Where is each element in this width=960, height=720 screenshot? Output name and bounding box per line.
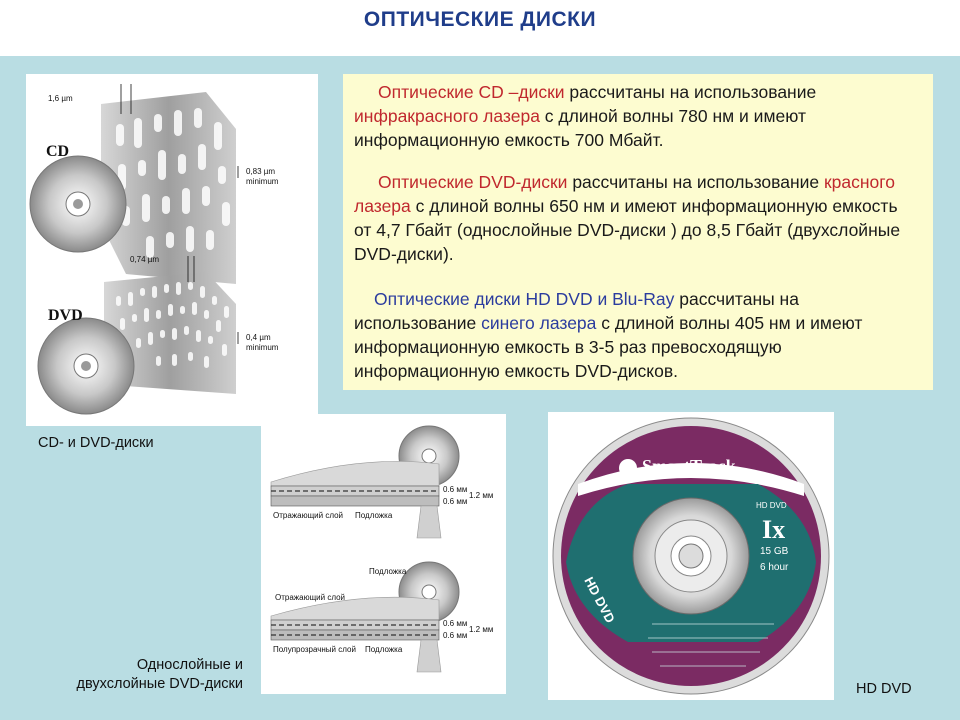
dvd-layers-figure <box>261 414 506 694</box>
cd-laser: инфракрасного лазера <box>354 106 540 126</box>
dvd-min-size: 0,4 µm <box>246 333 271 342</box>
caption-layers-line2: двухслойные DVD-диски <box>76 676 243 692</box>
hd-text-2: с длиной волны 405 нм и имеют информационную емкость в 3-5 раз превосходящую информационную емкость DVD-дисков. <box>354 313 863 381</box>
dvd-heading: Оптические DVD-диски <box>378 172 568 192</box>
caption-cd-dvd: CD- и DVD-диски <box>38 435 154 451</box>
paragraph-hd <box>354 287 919 383</box>
slide-title: ОПТИЧЕСКИЕ ДИСКИ <box>363 8 597 31</box>
cd-dvd-figure <box>26 74 318 426</box>
cd-label: CD <box>46 143 70 160</box>
capacity-label: 15 GB <box>760 546 789 557</box>
dual-substrate-bottom-label: Подложка <box>365 645 403 654</box>
dual-total: 1.2 мм <box>469 625 494 634</box>
dual-substrate-top-label: Подложка <box>369 567 407 576</box>
cd-text-1: рассчитаны на использование <box>564 82 817 102</box>
dual-semi-label: Полупрозрачный слой <box>273 645 356 654</box>
cd-heading: Оптические CD –диски <box>378 82 565 102</box>
dvd-text-2: с длиной волны 650 нм и имеют информационную емкость от 4,7 Гбайт (однослойные DVD-диски ) до 8,5 Гбайт (двухслойные DVD-диски). <box>354 196 901 264</box>
cd-text-2: с длиной волны 780 нм и имеют информационную емкость 700 Мбайт. <box>354 106 806 150</box>
speed-label: Ix <box>762 515 786 544</box>
single-substrate-label: Подложка <box>355 511 393 520</box>
brand-name: SmartTrack <box>642 456 736 476</box>
single-thickness-a: 0.6 мм <box>443 485 468 494</box>
paragraph-cd <box>354 80 919 152</box>
cd-min-label: minimum <box>246 177 279 186</box>
hd-heading: Оптические диски HD DVD и Blu-Ray <box>374 289 675 309</box>
cd-min-size: 0,83 µm <box>246 167 276 176</box>
dvd-laser: красного лазера <box>354 172 895 216</box>
single-total: 1.2 мм <box>469 491 494 500</box>
dual-thickness-b: 0.6 мм <box>443 631 468 640</box>
smarttrack-logo-icon <box>619 459 637 477</box>
dvd-text-1: рассчитаны на использование <box>567 172 824 192</box>
hd-dvd-figure <box>548 412 834 700</box>
arc-format-text: HD DVD <box>581 574 618 626</box>
dvd-label: DVD <box>48 307 83 324</box>
dvd-min-label: minimum <box>246 343 279 352</box>
single-thickness-b: 0.6 мм <box>443 497 468 506</box>
dual-thickness-a: 0.6 мм <box>443 619 468 628</box>
single-reflect-label: Отражающий слой <box>273 511 344 520</box>
caption-layers <box>76 656 243 694</box>
duration-label: 6 hour <box>760 562 789 573</box>
hd-text-1: рассчитаны на использование <box>354 289 799 333</box>
hd-dvd-disc-illustration <box>548 412 834 700</box>
dvd-layers-illustration <box>261 414 506 694</box>
cd-dvd-pits-illustration <box>26 74 318 426</box>
dvd-track-pitch: 0,74 µm <box>130 255 160 264</box>
dual-reflect-label: Отражающий слой <box>275 593 346 602</box>
caption-hd-dvd: HD DVD <box>856 681 912 697</box>
format-small: HD DVD <box>756 501 787 510</box>
paragraph-dvd <box>354 170 919 266</box>
hd-laser: синего лазера <box>481 313 597 333</box>
cd-track-pitch: 1,6 µm <box>48 94 73 103</box>
caption-layers-line1: Однослойные и <box>136 657 243 673</box>
description-box <box>343 74 933 390</box>
